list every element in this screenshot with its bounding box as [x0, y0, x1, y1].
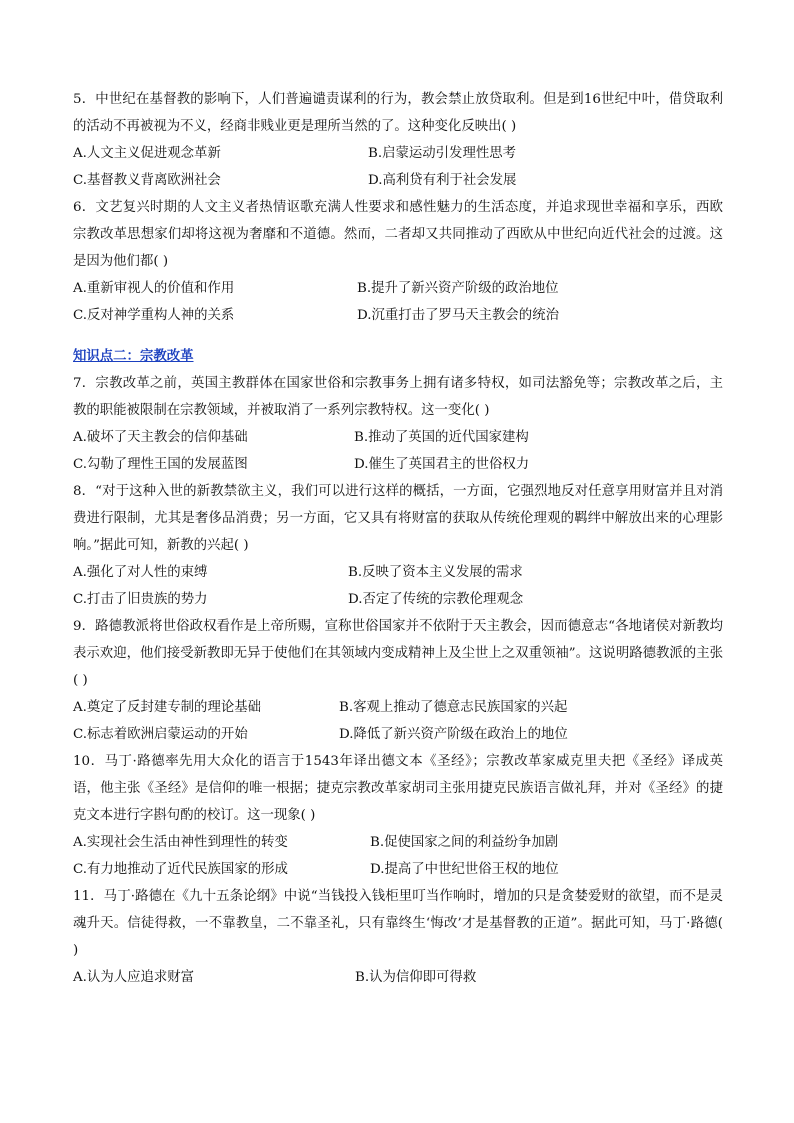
question-7	[73, 370, 723, 478]
question-6	[73, 194, 723, 329]
question-6-option-a: A.重新审视人的价值和作用	[73, 281, 235, 296]
question-7-option-a: A.破坏了天主教会的信仰基础	[73, 430, 248, 445]
question-10-option-c: C.有力地推动了近代民族国家的形成	[73, 862, 288, 877]
question-8-options-row1	[73, 559, 723, 586]
question-11-options-row1	[73, 964, 723, 991]
question-7-option-c: C.勾勒了理性王国的发展蓝图	[73, 457, 248, 472]
question-10	[73, 748, 723, 883]
question-8-stem: 8．“对于这种入世的新教禁欲主义，我们可以进行这样的概括，一方面，它强烈地反对任意享用财富并且对消费进行限制，尤其是奢侈品消费；另一方面，它又具有将财富的获取从传统伦理观的羁绊中解放出来的心理影响。”据此可知，新教的兴起( )	[73, 484, 723, 553]
question-10-stem: 10．马丁·路德率先用大众化的语言于1543年译出德文本《圣经》；宗教改革家威克里夫把《圣经》译成英语，他主张《圣经》是信仰的唯一根据；捷克宗教改革家胡司主张用捷克民族语言做礼拜，并对《圣经》的捷克文本进行字斟句酌的校订。这一现象( )	[73, 754, 723, 823]
question-10-option-a: A.实现社会生活由神性到理性的转变	[73, 835, 288, 850]
question-11-stem: 11．马丁·路德在《九十五条论纲》中说“当钱投入钱柜里叮当作响时，增加的只是贪婪爱财的欲望，而不是灵魂升天。信徒得救，一不靠教皇，二不靠圣礼，只有靠终生‘悔改’才是基督教的正道”。据此可知，马丁·路德( )	[73, 889, 723, 958]
question-6-option-d: D.沉重打击了罗马天主教会的统治	[357, 308, 559, 323]
question-7-stem: 7．宗教改革之前，英国主教群体在国家世俗和宗教事务上拥有诸多特权，如司法豁免等；宗教改革之后，主教的职能被限制在宗教领域，并被取消了一系列宗教特权。这一变化( )	[73, 376, 723, 418]
question-8-option-a: A.强化了对人性的束缚	[73, 565, 208, 580]
question-7-option-d: D.催生了英国君主的世俗权力	[354, 457, 530, 472]
question-5-options-row2	[73, 167, 723, 194]
question-8	[73, 478, 723, 613]
question-9-option-b: B.客观上推动了德意志民族国家的兴起	[339, 700, 568, 715]
question-9-options-row1	[73, 694, 723, 721]
question-9-option-c: C.标志着欧洲启蒙运动的开始	[73, 727, 248, 742]
question-10-option-d: D.提高了中世纪世俗王权的地位	[370, 862, 559, 877]
question-10-options-row2	[73, 856, 723, 883]
question-8-option-d: D.否定了传统的宗教伦理观念	[348, 592, 524, 607]
question-6-options-row2	[73, 302, 723, 329]
question-9-option-a: A.奠定了反封建专制的理论基础	[73, 700, 262, 715]
question-7-options-row2	[73, 451, 723, 478]
document-page	[73, 86, 723, 991]
question-9-options-row2	[73, 721, 723, 748]
question-10-option-b: B.促使国家之间的利益纷争加剧	[370, 835, 559, 850]
question-11-option-a: A.认为人应追求财富	[73, 970, 195, 985]
question-11-option-b: B.认为信仰即可得救	[355, 970, 477, 985]
question-8-option-c: C.打击了旧贵族的势力	[73, 592, 208, 607]
question-5	[73, 86, 723, 194]
question-6-stem: 6．文艺复兴时期的人文主义者热情讴歌充满人性要求和感性魅力的生活态度，并追求现世幸福和享乐，西欧宗教改革思想家们却将这视为奢靡和不道德。然而，二者却又共同推动了西欧从中世纪向近代社会的过渡。这是因为他们都( )	[73, 200, 723, 269]
question-8-options-row2	[73, 586, 723, 613]
question-5-option-c: C.基督教义背离欧洲社会	[73, 173, 221, 188]
question-9-stem: 9．路德教派将世俗政权看作是上帝所赐，宣称世俗国家并不依附于天主教会，因而德意志“各地诸侯对新教均表示欢迎，他们接受新教即无异于使他们在其领域内变成精神上及尘世上之双重领袖”。这说明路德教派的主张( )	[73, 619, 723, 688]
question-9-option-d: D.降低了新兴资产阶级在政治上的地位	[339, 727, 568, 742]
question-7-options-row1	[73, 424, 723, 451]
question-10-options-row1	[73, 829, 723, 856]
question-8-option-b: B.反映了资本主义发展的需求	[348, 565, 523, 580]
question-6-option-b: B.提升了新兴资产阶级的政治地位	[357, 281, 559, 296]
question-5-option-d: D.高利贷有利于社会发展	[368, 173, 517, 188]
question-6-options-row1	[73, 275, 723, 302]
question-5-option-a: A.人文主义促进观念革新	[73, 146, 221, 161]
question-5-stem: 5．中世纪在基督教的影响下，人们普遍谴责谋利的行为，教会禁止放贷取利。但是到16世纪中叶，借贷取利的活动不再被视为不义，经商非贱业更是理所当然的了。这种变化反映出( )	[73, 92, 723, 134]
section-heading: 知识点二：宗教改革	[73, 348, 194, 364]
question-7-option-b: B.推动了英国的近代国家建构	[354, 430, 529, 445]
question-5-option-b: B.启蒙运动引发理性思考	[368, 146, 517, 161]
question-5-options-row1	[73, 140, 723, 167]
question-6-option-c: C.反对神学重构人神的关系	[73, 308, 235, 323]
question-9	[73, 613, 723, 748]
question-11	[73, 883, 723, 991]
